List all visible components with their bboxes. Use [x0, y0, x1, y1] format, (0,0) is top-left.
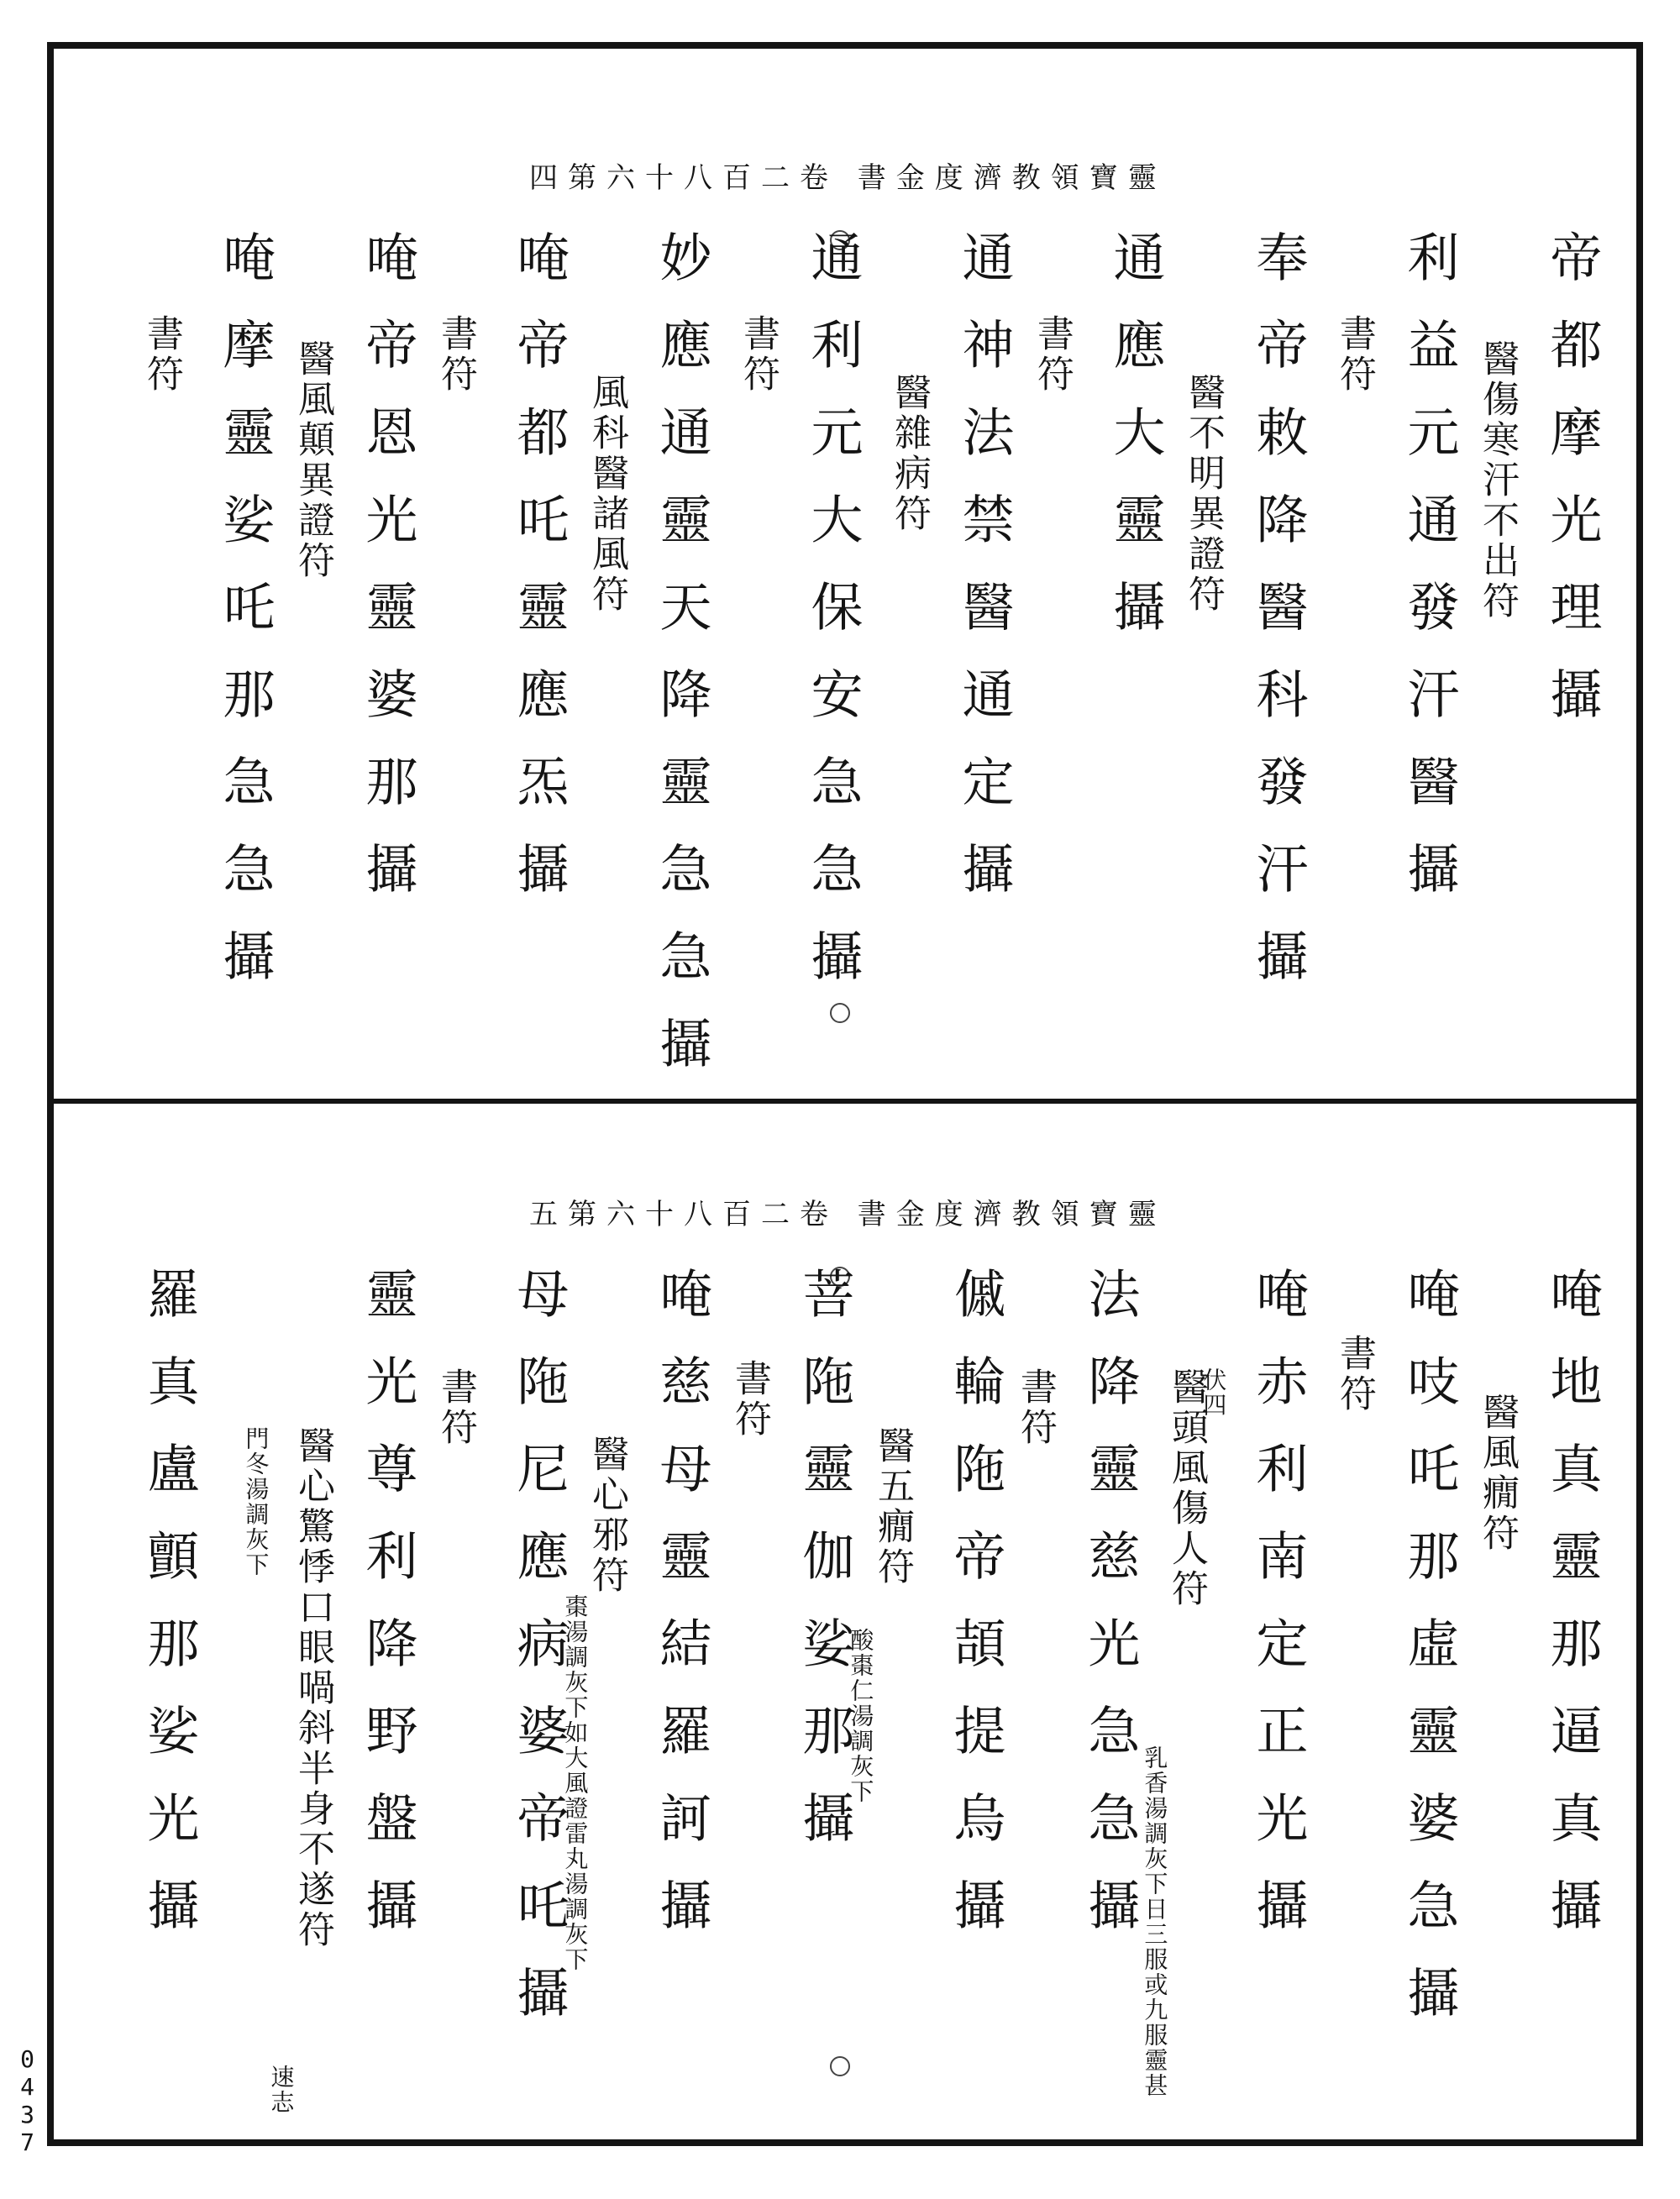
incantation-column: 利益元通發汗醫攝 — [1399, 230, 1460, 929]
incantation-column: 傶輪陁帝頡提烏攝 — [945, 1267, 1006, 1965]
page-number — [8, 2045, 42, 2156]
annotation-column: 書符 — [1333, 1334, 1376, 1414]
annotation-column: 醫不明異證符 — [1182, 373, 1225, 615]
small-note-column: 乳香湯調灰下日三服或九服靈甚 — [1141, 1745, 1169, 2098]
annotation-column: 書符 — [434, 1367, 477, 1448]
lower-page — [59, 1107, 1631, 2137]
incantation-column: 法降靈慈光急急攝 — [1079, 1267, 1141, 1965]
incantation-column: 菩陁靈伽娑那攝 — [794, 1267, 855, 1878]
annotation-column: 醫雜病符 — [888, 373, 931, 534]
annotation-column: 醫風癇符 — [1476, 1393, 1519, 1554]
incantation-column: 帝都摩光理攝 — [1541, 230, 1603, 754]
incantation-column: 唵帝都吒靈應炁攝 — [508, 230, 570, 929]
annotation-column: 醫頭風傷人符 — [1165, 1367, 1208, 1609]
incantation-column: 羅真盧顫那娑光攝 — [139, 1267, 200, 1965]
incantation-column: 通利元大保安急急攝 — [802, 230, 864, 1016]
annotation-column: 書符 — [1333, 314, 1376, 395]
incantation-column: 妙應通靈天降靈急急攝 — [651, 230, 712, 1104]
annotation-column: 書符 — [140, 314, 183, 395]
incantation-column: 靈光尊利降野盤攝 — [357, 1267, 418, 1965]
incantation-column: 唵吱吒那虛靈婆急攝 — [1399, 1267, 1460, 2053]
incantation-column: 唵帝恩光靈婆那攝 — [357, 230, 418, 929]
incantation-column: 母陁尼應病婆帝吒攝 — [508, 1267, 570, 2053]
annotation-column: 書符 — [434, 314, 477, 395]
page-header: 靈寶領教濟度金書 卷二百八十六第四 — [529, 161, 1167, 195]
annotation-column: 醫心驚悸口眼喎斜半身不遂符 — [291, 1426, 334, 1950]
small-note-column: 門冬湯調灰下 — [242, 1426, 270, 1577]
page-number-text: 0437 — [13, 2045, 41, 2156]
page-divider — [52, 1099, 1638, 1104]
small-note-column: 酸棗仁湯調灰下 — [847, 1628, 875, 1804]
incantation-column: 唵慈母靈結羅訶攝 — [651, 1267, 712, 1965]
page-header: 靈寶領教濟度金書 卷二百八十六第五 — [529, 1198, 1167, 1231]
annotation-column: 書符 — [728, 1359, 771, 1440]
incantation-column: 奉帝敕降醫科發汗攝 — [1247, 230, 1309, 1016]
binding-hole — [830, 2056, 850, 2076]
incantation-column: 通應大靈攝 — [1105, 230, 1166, 667]
annotation-column: 醫五癇符 — [871, 1426, 914, 1588]
small-note-column: 棗湯調灰下如大風證雷丸湯調灰下 — [561, 1594, 590, 1972]
incantation-column: 通神法禁醫通定攝 — [953, 230, 1015, 929]
small-note-column: 速志 — [267, 2065, 296, 2115]
annotation-column: 書符 — [1031, 314, 1074, 395]
incantation-column: 唵摩靈娑吒那急急攝 — [214, 230, 276, 1016]
annotation-column: 風科醫諸風符 — [585, 373, 628, 615]
upper-page — [59, 54, 1631, 1104]
annotation-column: 醫傷寒汗不出符 — [1476, 339, 1519, 622]
incantation-column: 唵地真靈那逼真攝 — [1541, 1267, 1603, 1965]
small-note-column: 伏四 — [1200, 1367, 1228, 1418]
annotation-column: 醫心邪符 — [585, 1435, 628, 1596]
annotation-column: 醫風顛異證符 — [291, 339, 334, 581]
annotation-column: 書符 — [1014, 1367, 1057, 1448]
incantation-column: 唵赤利南定正光攝 — [1247, 1267, 1309, 1965]
annotation-column: 書符 — [737, 314, 780, 395]
